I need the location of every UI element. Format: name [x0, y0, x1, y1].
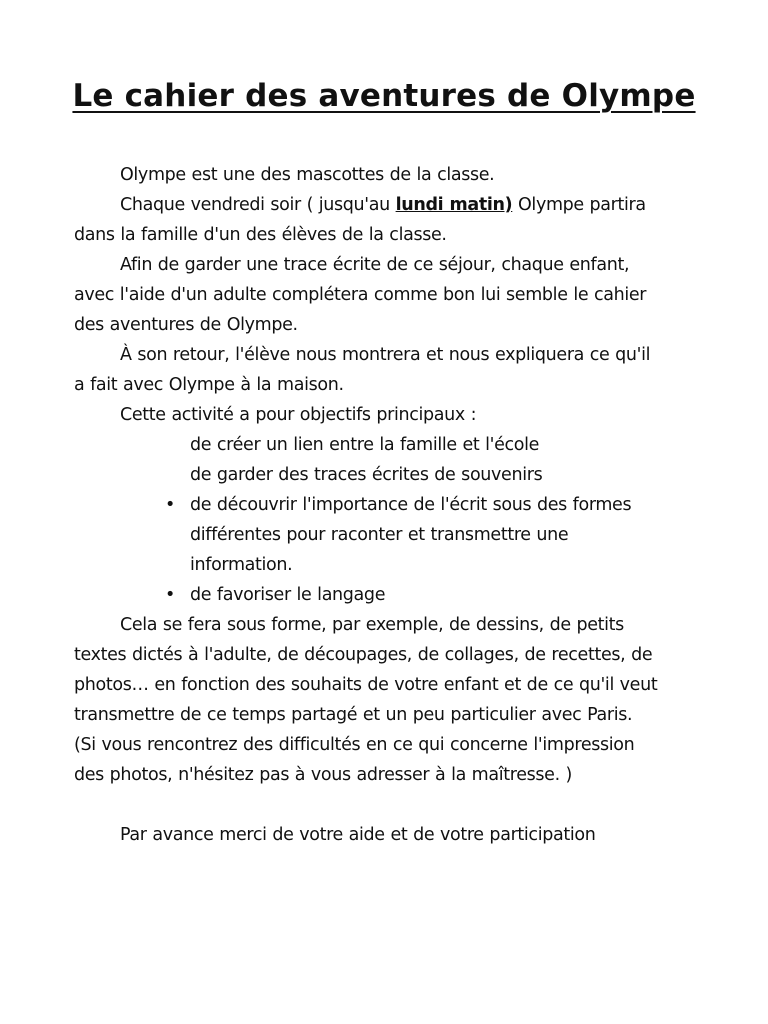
objective-item: de créer un lien entre la famille et l'école	[190, 435, 540, 455]
blank-line	[74, 790, 699, 820]
paragraph-line: avec l'aide d'un adulte complétera comme bon lui semble le cahier	[74, 285, 647, 305]
paragraph-line: photos… en fonction des souhaits de votre enfant et de ce qu'il veut	[74, 675, 658, 695]
paragraph-line: À son retour, l'élève nous montrera et nous expliquera ce qu'il	[120, 345, 651, 365]
objective-item-continued: différentes pour raconter et transmettre une	[190, 525, 569, 545]
objectives-intro: Cette activité a pour objectifs principaux :	[120, 405, 477, 425]
paragraph-line: Cela se fera sous forme, par exemple, de dessins, de petits	[120, 615, 624, 635]
objective-item	[74, 580, 699, 610]
page-title	[0, 78, 768, 114]
objective-item-continued: information.	[190, 555, 293, 575]
objective-item	[74, 490, 699, 520]
objective-text: de découvrir l'importance de l'écrit sous des formes	[190, 495, 632, 515]
paragraph-line: Afin de garder une trace écrite de ce séjour, chaque enfant,	[120, 255, 630, 275]
paragraph-line: a fait avec Olympe à la maison.	[74, 375, 344, 395]
objective-item: de garder des traces écrites de souvenirs	[190, 465, 543, 485]
text-segment: Olympe partira	[512, 195, 646, 215]
paragraph-line: des photos, n'hésitez pas à vous adresser à la maîtresse. )	[74, 765, 573, 785]
paragraph-line: transmettre de ce temps partagé et un peu particulier avec Paris.	[74, 705, 633, 725]
paragraph-line: textes dictés à l'adulte, de découpages, de collages, de recettes, de	[74, 645, 653, 665]
objective-text: de favoriser le langage	[190, 585, 386, 605]
bullet-icon: •	[165, 585, 175, 605]
paragraph-line: Olympe est une des mascottes de la classe.	[120, 165, 495, 185]
paragraph-line	[74, 190, 699, 220]
title-text: Le cahier des aventures de Olympe	[72, 78, 696, 114]
text-segment: Chaque vendredi soir ( jusqu'au	[120, 195, 396, 215]
letter-body	[74, 160, 699, 850]
paragraph-line: dans la famille d'un des élèves de la classe.	[74, 225, 447, 245]
paragraph-line: (Si vous rencontrez des difficultés en ce qui concerne l'impression	[74, 735, 635, 755]
bullet-icon: •	[165, 495, 175, 515]
emphasized-text: lundi matin)	[395, 195, 513, 215]
paragraph-line: des aventures de Olympe.	[74, 315, 298, 335]
closing-line: Par avance merci de votre aide et de votre participation	[120, 825, 596, 845]
